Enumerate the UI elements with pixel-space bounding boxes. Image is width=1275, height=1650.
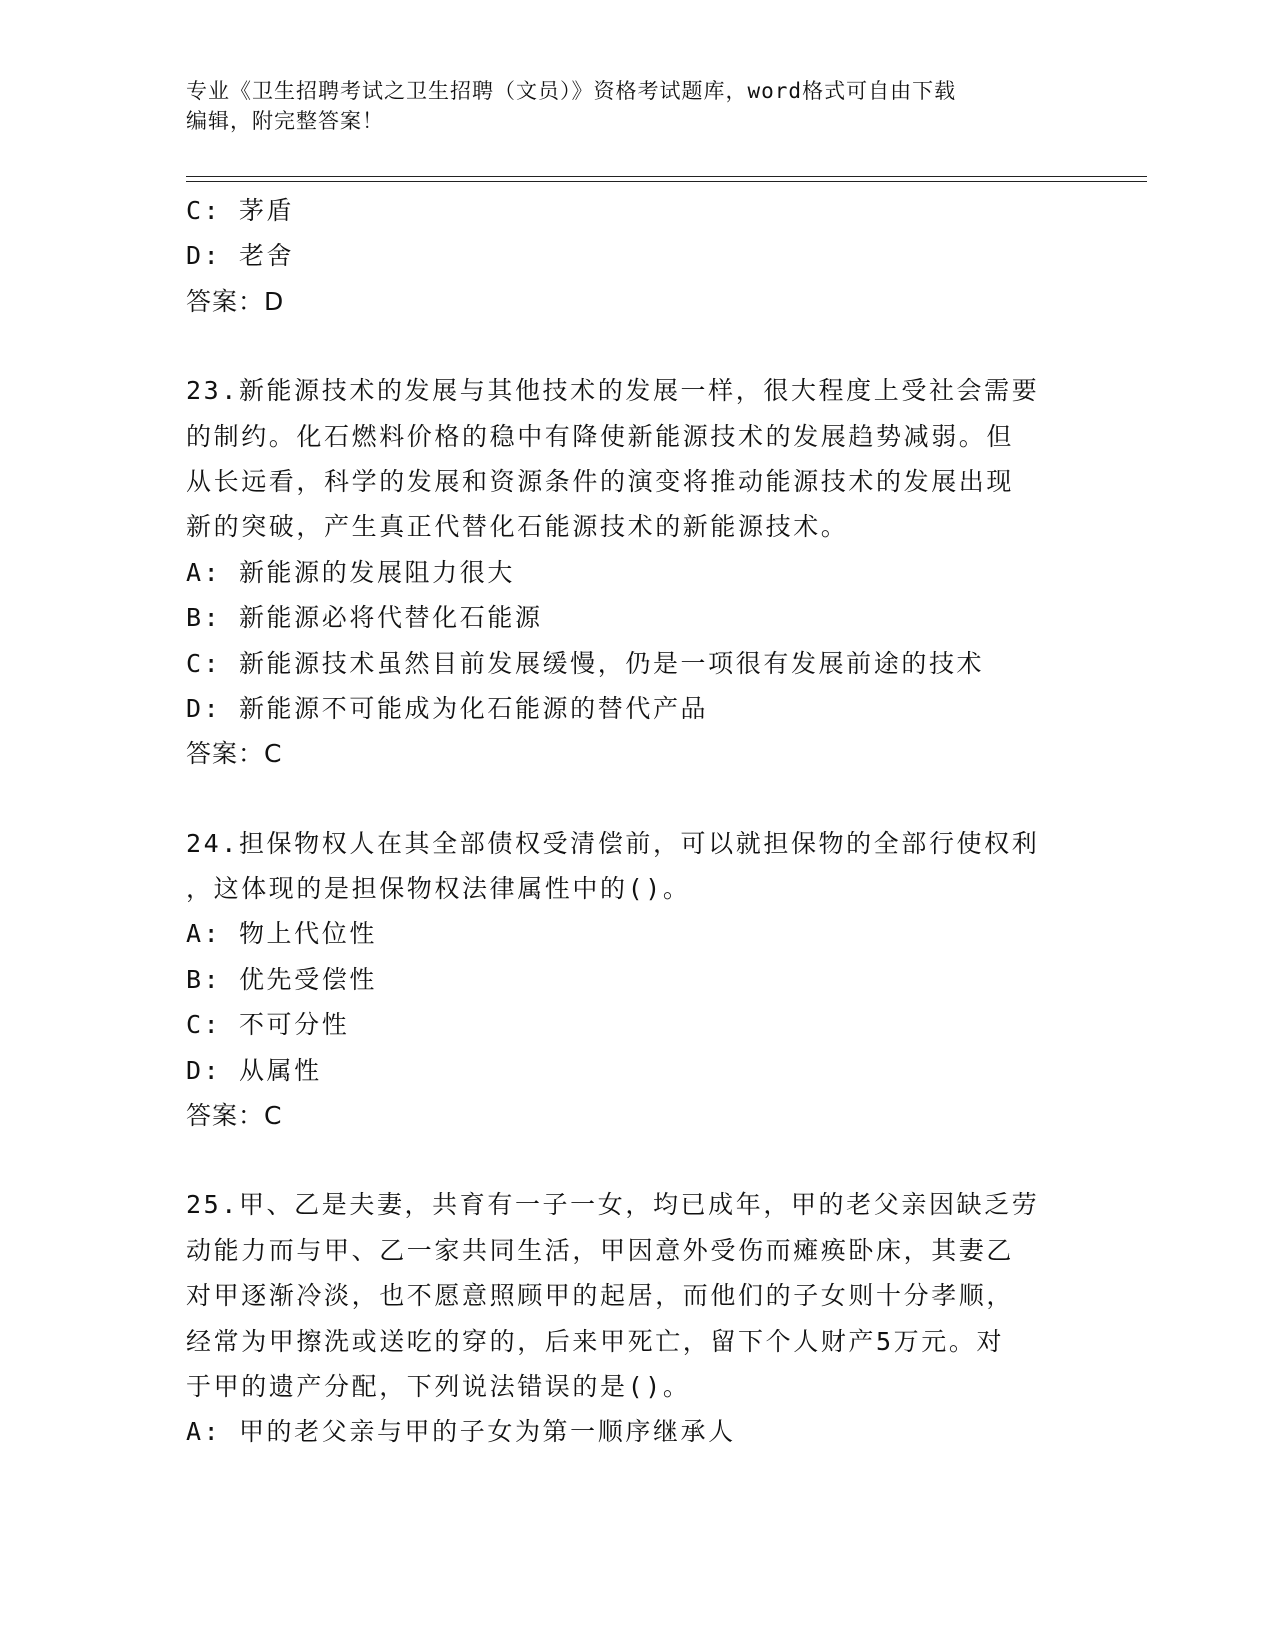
option-c: C: 新能源技术虽然目前发展缓慢，仍是一项很有发展前途的技术 — [186, 648, 985, 678]
question-stem-line: 的制约。化石燃料价格的稳中有降使新能源技术的发展趋势减弱。但 — [186, 421, 1015, 451]
option-d: D: 老舍 — [186, 241, 295, 271]
option-a: A: 新能源的发展阻力很大 — [186, 557, 515, 587]
previous-question-tail — [186, 188, 1086, 324]
option-b: B: 优先受偿性 — [186, 964, 377, 994]
option-a: A: 甲的老父亲与甲的子女为第一顺序继承人 — [186, 1417, 736, 1447]
option-b: B: 新能源必将代替化石能源 — [186, 603, 543, 633]
question-stem-line: 于甲的遗产分配，下列说法错误的是()。 — [186, 1371, 691, 1401]
header-divider-bottom — [186, 181, 1147, 182]
page-header — [186, 76, 1066, 136]
header-line-2: 编辑，附完整答案！ — [186, 109, 384, 133]
question-spacer — [186, 777, 1086, 821]
option-c: C: 茅盾 — [186, 196, 295, 225]
option-a: A: 物上代位性 — [186, 919, 377, 949]
answer-line: 答案：C — [186, 1101, 283, 1131]
question-stem-line: 24.担保物权人在其全部债权受清偿前，可以就担保物的全部行使权利 — [186, 828, 1040, 858]
question-stem-line: 新的突破，产生真正代替化石能源技术的新能源技术。 — [186, 512, 849, 542]
question-24 — [186, 821, 1086, 1139]
question-stem-line: 动能力而与甲、乙一家共同生活，甲因意外受伤而瘫痪卧床，其妻乙 — [186, 1235, 1015, 1265]
question-spacer — [186, 324, 1086, 368]
question-stem-line: 从长远看，科学的发展和资源条件的演变将推动能源技术的发展出现 — [186, 466, 1015, 496]
question-content — [186, 188, 1086, 1455]
answer-line: 答案：C — [186, 739, 283, 769]
question-stem-line: 23.新能源技术的发展与其他技术的发展一样，很大程度上受社会需要 — [186, 376, 1040, 406]
question-stem-line: ，这体现的是担保物权法律属性中的()。 — [186, 874, 691, 904]
question-25 — [186, 1182, 1086, 1454]
answer-line: 答案：D — [186, 286, 285, 316]
header-line-1: 专业《卫生招聘考试之卫生招聘（文员）》资格考试题库，word格式可自由下载 — [186, 79, 957, 103]
header-divider-top — [186, 176, 1147, 177]
option-d: D: 新能源不可能成为化石能源的替代产品 — [186, 693, 709, 723]
question-stem-line: 经常为甲擦洗或送吃的穿的，后来甲死亡，留下个人财产5万元。对 — [186, 1326, 1005, 1356]
option-d: D: 从属性 — [186, 1055, 322, 1085]
question-stem-line: 对甲逐渐冷淡，也不愿意照顾甲的起居，而他们的子女则十分孝顺， — [186, 1281, 1015, 1311]
question-spacer — [186, 1138, 1086, 1182]
question-23 — [186, 368, 1086, 777]
question-stem-line: 25.甲、乙是夫妻，共育有一子一女，均已成年，甲的老父亲因缺乏劳 — [186, 1190, 1040, 1220]
option-c: C: 不可分性 — [186, 1010, 350, 1040]
